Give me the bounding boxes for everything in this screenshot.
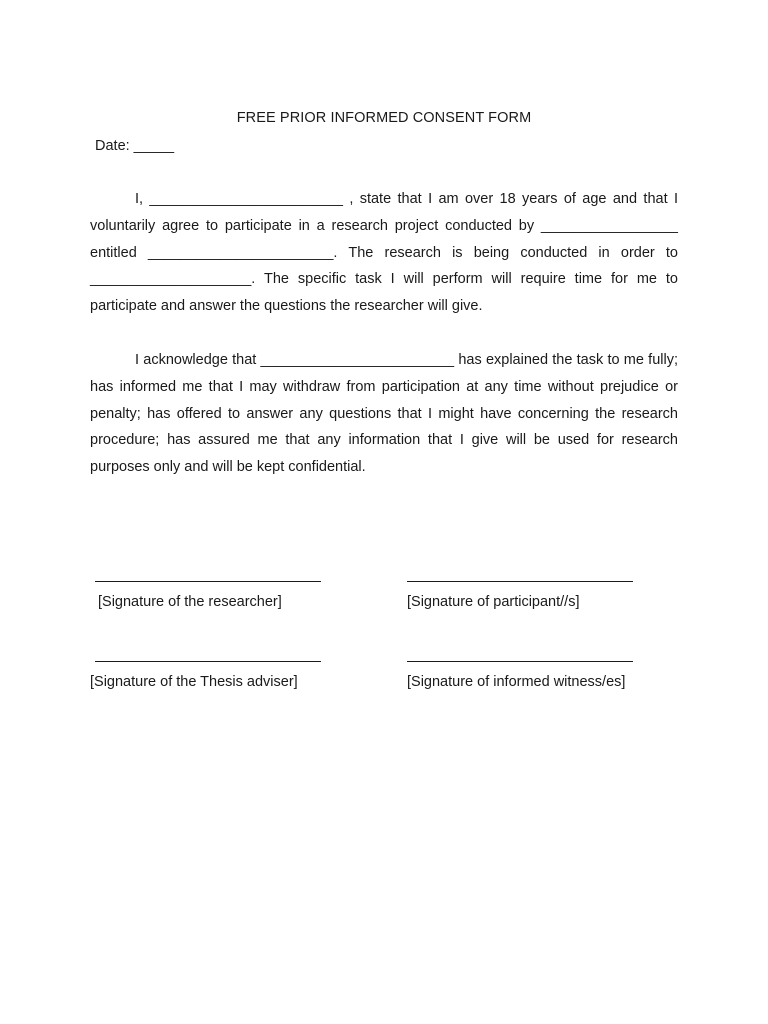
researcher-signature-line (95, 581, 321, 582)
date-line: Date: _____ (95, 138, 175, 154)
adviser-signature-line (95, 661, 321, 662)
witness-signature-line (407, 661, 633, 662)
participant-signature-line (407, 581, 633, 582)
consent-paragraph-1: I, ________________________ , state that I am over 18 years of age and that I voluntarily agree to participate in a research project conducted by _________________ entitled _______________________. The research is being conducted in order to ____________________. The specific task I will perform will require time for me to participate and answer the questions the researcher will give. (90, 191, 678, 315)
witness-signature-label: [Signature of informed witness/es] (407, 674, 626, 690)
consent-paragraph-2: I acknowledge that ________________________ has explained the task to me fully; has informed me that I may withdraw from participation at any time without prejudice or penalty; has offered to answer any questions that I might have concerning the research procedure; has assured me that any information that I give will be used for research purposes only and will be kept confidential. (90, 352, 678, 476)
participant-signature-label: [Signature of participant//s] (407, 594, 580, 610)
document-title: FREE PRIOR INFORMED CONSENT FORM (236, 110, 532, 126)
researcher-signature-label: [Signature of the researcher] (98, 594, 282, 610)
adviser-signature-label: [Signature of the Thesis adviser] (90, 674, 298, 690)
